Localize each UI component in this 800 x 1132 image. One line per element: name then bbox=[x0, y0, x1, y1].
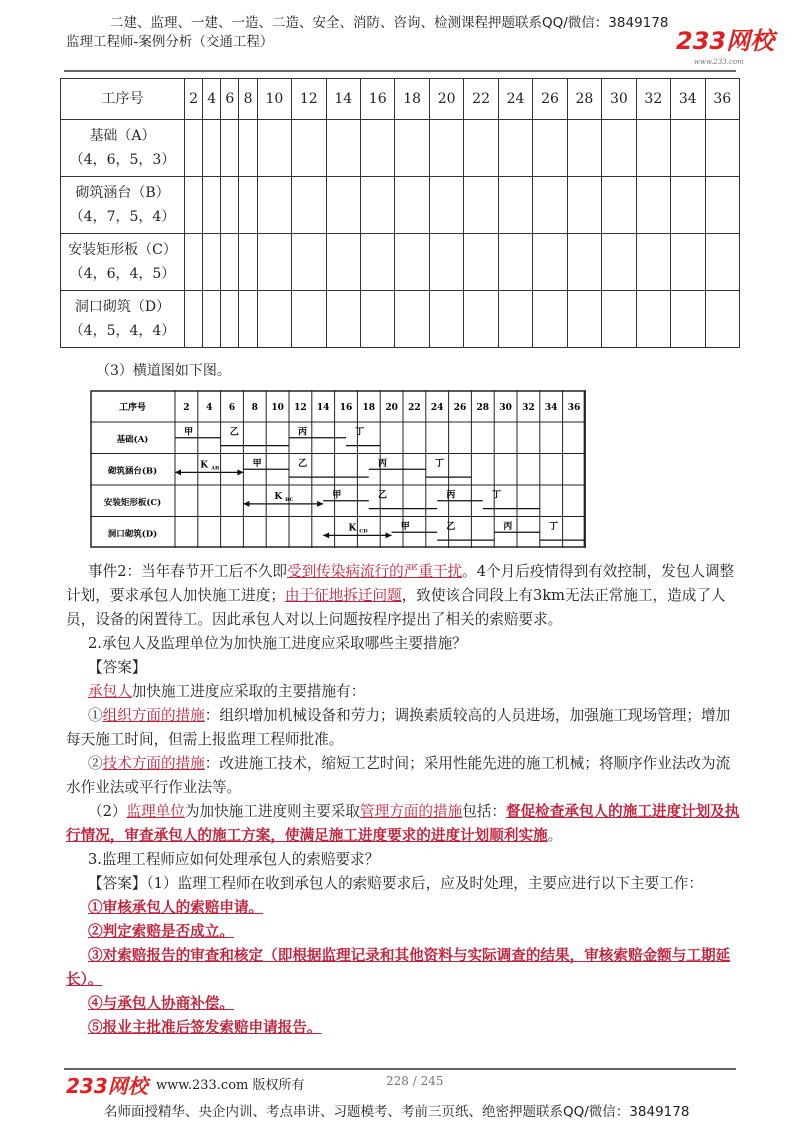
process-label: 洞口砌筑(D) bbox=[107, 529, 158, 540]
page-number: 228 / 245 bbox=[386, 1074, 444, 1088]
highlighted-text: ③对索赔报告的审查和核定（即根据监理记录和其他资料与实际调查的结果，审核索赔金额与工期延长）。 bbox=[66, 947, 731, 988]
highlighted-text: 组织方面的措施 bbox=[102, 707, 205, 724]
arrow-head-right bbox=[386, 532, 392, 538]
time-tick-label: 26 bbox=[453, 403, 467, 413]
text-run: 加快施工进度应采取的主要措施有： bbox=[131, 683, 366, 700]
arrow-head-left bbox=[243, 501, 249, 507]
text-run: ① bbox=[88, 707, 103, 724]
time-header-cell: 4 bbox=[203, 79, 221, 120]
empty-cell bbox=[636, 120, 670, 177]
empty-cell bbox=[464, 177, 498, 234]
text-run: 包括： bbox=[462, 803, 506, 820]
paragraph bbox=[66, 800, 742, 848]
process-durations: （4，6，5，3） bbox=[69, 152, 176, 168]
time-tick-label: 36 bbox=[567, 403, 581, 413]
empty-cell bbox=[464, 234, 498, 291]
paragraph bbox=[66, 632, 742, 656]
empty-cell bbox=[360, 120, 394, 177]
time-header-cell: 34 bbox=[671, 79, 705, 120]
empty-cell bbox=[533, 177, 567, 234]
header-label: 工序号 bbox=[118, 403, 147, 413]
empty-cell bbox=[498, 120, 532, 177]
empty-cell bbox=[429, 291, 463, 348]
footer-copyright: www.233.com 版权所有 bbox=[156, 1078, 305, 1093]
gantt-bar-label: 丙 bbox=[446, 490, 456, 501]
empty-cell bbox=[636, 177, 670, 234]
empty-cell bbox=[185, 177, 203, 234]
logo: 233网校 bbox=[676, 27, 775, 55]
paragraph bbox=[66, 704, 742, 752]
time-tick-label: 14 bbox=[316, 403, 330, 413]
header-promo: 二建、监理、一建、一造、二造、安全、消防、咨询、检测课程押题联系QQ/微信：3849178 bbox=[110, 15, 669, 31]
highlighted-text: ②判定索赔是否成立。 bbox=[88, 923, 234, 940]
empty-cell bbox=[567, 120, 601, 177]
empty-cell bbox=[221, 234, 239, 291]
time-tick-label: 4 bbox=[206, 403, 213, 413]
time-header-cell: 14 bbox=[326, 79, 360, 120]
time-header-cell: 26 bbox=[533, 79, 567, 120]
paragraph bbox=[66, 920, 742, 944]
paragraph bbox=[66, 992, 742, 1016]
highlighted-text: 由于征地拆迁问题 bbox=[284, 587, 402, 604]
gantt-chart bbox=[90, 390, 586, 550]
process-name: 砌筑涵台（B） bbox=[75, 185, 170, 201]
empty-cell bbox=[498, 234, 532, 291]
empty-cell bbox=[292, 234, 326, 291]
text-run: 为加快施工进度则主要采取 bbox=[184, 803, 361, 820]
highlighted-text: 监理单位 bbox=[126, 803, 185, 820]
empty-cell bbox=[464, 120, 498, 177]
text-run: ：组织增加机械设备和劳力；调换素质较高的人员进场，加强施工现场管理；增加每天施工时间，但需上报监理工程师批准。 bbox=[66, 707, 731, 748]
empty-cell bbox=[395, 120, 429, 177]
gantt-bar-label: 乙 bbox=[446, 522, 456, 533]
empty-cell bbox=[671, 234, 705, 291]
empty-cell bbox=[429, 120, 463, 177]
empty-cell bbox=[203, 234, 221, 291]
time-header-cell: 12 bbox=[292, 79, 326, 120]
paragraph bbox=[66, 680, 742, 704]
time-header-cell: 30 bbox=[602, 79, 636, 120]
time-tick-label: 10 bbox=[271, 403, 284, 413]
gantt-bar-label: 丙 bbox=[298, 427, 308, 438]
time-tick-label: 34 bbox=[544, 403, 558, 413]
text-run: 【答案】（1）监理工程师在收到承包人的索赔要求后，应及时处理，主要应进行以下主要工作： bbox=[88, 875, 703, 892]
empty-cell bbox=[533, 234, 567, 291]
empty-cell bbox=[239, 120, 257, 177]
gantt-bar-label: 丁 bbox=[355, 427, 365, 438]
time-tick-label: 12 bbox=[294, 403, 307, 413]
table-row bbox=[61, 120, 740, 177]
paragraph bbox=[66, 848, 742, 872]
time-header-cell: 10 bbox=[257, 79, 291, 120]
gantt-bar-label: 甲 bbox=[332, 490, 342, 501]
empty-cell bbox=[533, 291, 567, 348]
gantt-bar-label: 甲 bbox=[184, 427, 194, 438]
time-header-cell: 32 bbox=[636, 79, 670, 120]
lag-subscript: AB bbox=[211, 465, 220, 472]
process-durations: （4，7，5，4） bbox=[69, 209, 176, 225]
time-header-cell: 6 bbox=[221, 79, 239, 120]
gantt-bar-label: 丁 bbox=[491, 490, 501, 501]
highlighted-text: 管理方面的措施 bbox=[360, 803, 463, 820]
gantt-bar-label: 丁 bbox=[548, 522, 558, 533]
doc-title: 监理工程师-案例分析（交通工程） bbox=[66, 34, 274, 50]
empty-cell bbox=[185, 291, 203, 348]
gantt-bar-label: 甲 bbox=[400, 522, 410, 533]
empty-cell bbox=[326, 291, 360, 348]
process-label: 砌筑涵台(B) bbox=[107, 466, 158, 477]
empty-cell bbox=[257, 177, 291, 234]
empty-cell bbox=[636, 291, 670, 348]
empty-cell bbox=[705, 234, 739, 291]
paragraph bbox=[66, 896, 742, 920]
lag-label: K bbox=[274, 491, 283, 502]
empty-cell bbox=[429, 234, 463, 291]
highlighted-text: 承包人 bbox=[88, 683, 132, 700]
time-tick-label: 32 bbox=[522, 403, 535, 413]
time-header-cell: 22 bbox=[464, 79, 498, 120]
process-durations: （4，6，4，5） bbox=[69, 266, 176, 282]
gantt-bar-label: 乙 bbox=[377, 490, 387, 501]
process-name: 基础（A） bbox=[89, 128, 156, 144]
process-cell bbox=[61, 234, 185, 291]
time-header-cell: 16 bbox=[360, 79, 394, 120]
time-tick-label: 2 bbox=[183, 403, 190, 413]
empty-cell bbox=[257, 234, 291, 291]
empty-cell bbox=[705, 177, 739, 234]
footer-logo: 233网校 bbox=[66, 1074, 148, 1098]
table-row bbox=[61, 291, 740, 348]
empty-cell bbox=[326, 177, 360, 234]
time-header-cell: 28 bbox=[567, 79, 601, 120]
empty-cell bbox=[203, 291, 221, 348]
empty-cell bbox=[671, 120, 705, 177]
process-name: 洞口砌筑（D） bbox=[74, 299, 171, 315]
paragraph bbox=[66, 1016, 742, 1040]
caption: （3）横道图如下图。 bbox=[96, 363, 231, 379]
empty-cell bbox=[636, 234, 670, 291]
header-divider bbox=[64, 70, 736, 72]
body-text bbox=[66, 560, 742, 1040]
paragraph bbox=[66, 656, 742, 680]
highlighted-text: 督促检查承包人的施工进度计划及执行情况，审查承包人的施工方案，使满足施工进度要求的进度计划顺利实施 bbox=[66, 803, 740, 844]
time-tick-label: 28 bbox=[476, 403, 490, 413]
text-run: （2） bbox=[88, 803, 127, 820]
time-header-cell: 2 bbox=[185, 79, 203, 120]
text-run: ② bbox=[88, 755, 103, 772]
paragraph bbox=[66, 872, 742, 896]
empty-cell bbox=[671, 291, 705, 348]
empty-cell bbox=[185, 120, 203, 177]
time-tick-label: 8 bbox=[251, 403, 258, 413]
text-run: 【答案】 bbox=[88, 659, 147, 676]
empty-cell bbox=[567, 291, 601, 348]
text-run: 事件2：当年春节开工后不久即 bbox=[88, 563, 288, 580]
empty-cell bbox=[239, 291, 257, 348]
empty-cell bbox=[360, 177, 394, 234]
lag-label: K bbox=[348, 523, 357, 534]
empty-cell bbox=[257, 120, 291, 177]
text-run: 。 bbox=[547, 827, 563, 844]
process-cell bbox=[61, 120, 185, 177]
empty-cell bbox=[221, 291, 239, 348]
time-header-cell: 24 bbox=[498, 79, 532, 120]
empty-cell bbox=[185, 234, 203, 291]
arrow-head-right bbox=[237, 469, 243, 475]
text-run: ，致使该合同段上有3km无法正常施工，造成了人员，设备的闲置待工。因此承包人对以上问题按程序提出了相关的索赔要求。 bbox=[66, 587, 726, 628]
empty-cell bbox=[705, 291, 739, 348]
empty-cell bbox=[239, 177, 257, 234]
table-row bbox=[61, 177, 740, 234]
text-run: ：改进施工技术，缩短工艺时间；采用性能先进的施工机械；将顺序作业法改为流水作业法或平行作业法等。 bbox=[66, 755, 731, 796]
empty-cell bbox=[203, 177, 221, 234]
time-header-cell: 8 bbox=[239, 79, 257, 120]
empty-cell bbox=[326, 234, 360, 291]
empty-cell bbox=[464, 291, 498, 348]
lag-label: K bbox=[200, 460, 209, 471]
empty-cell bbox=[602, 120, 636, 177]
footer-promo: 名师面授精华、央企内训、考点串讲、习题模考、考前三页纸、绝密押题联系QQ/微信：3849178 bbox=[104, 1104, 690, 1120]
gantt-bar-label: 丙 bbox=[503, 522, 513, 533]
empty-cell bbox=[395, 234, 429, 291]
gantt-bar-label: 乙 bbox=[229, 427, 239, 438]
empty-cell bbox=[221, 177, 239, 234]
process-durations: （4，5，4，4） bbox=[69, 323, 176, 339]
empty-cell bbox=[360, 291, 394, 348]
empty-cell bbox=[395, 291, 429, 348]
schedule-table bbox=[60, 78, 740, 348]
empty-cell bbox=[257, 291, 291, 348]
text-run: 2.承包人及监理单位为加快施工进度应采取哪些主要措施？ bbox=[88, 635, 467, 652]
empty-cell bbox=[602, 234, 636, 291]
empty-cell bbox=[498, 177, 532, 234]
time-tick-label: 30 bbox=[499, 403, 512, 413]
footer-divider bbox=[64, 1068, 736, 1070]
text-run: 3.监理工程师应如何处理承包人的索赔要求？ bbox=[88, 851, 380, 868]
empty-cell bbox=[221, 120, 239, 177]
paragraph bbox=[66, 752, 742, 800]
highlighted-text: ④与承包人协商补偿。 bbox=[88, 995, 234, 1012]
highlighted-text: ①审核承包人的索赔申请。 bbox=[88, 899, 264, 916]
lag-subscript: BC bbox=[285, 496, 294, 503]
empty-cell bbox=[533, 120, 567, 177]
header-cell: 工序号 bbox=[61, 79, 185, 120]
time-tick-label: 16 bbox=[339, 403, 353, 413]
logo-subtext: www.233.com bbox=[694, 58, 744, 66]
gantt-bar-label: 丙 bbox=[377, 459, 387, 470]
empty-cell bbox=[705, 120, 739, 177]
empty-cell bbox=[203, 120, 221, 177]
process-cell bbox=[61, 177, 185, 234]
empty-cell bbox=[292, 120, 326, 177]
highlighted-text: 技术方面的措施 bbox=[102, 755, 205, 772]
empty-cell bbox=[567, 177, 601, 234]
time-tick-label: 6 bbox=[228, 403, 236, 413]
time-tick-label: 22 bbox=[408, 403, 421, 413]
gantt-bar-label: 丁 bbox=[434, 459, 444, 470]
empty-cell bbox=[602, 177, 636, 234]
gantt-bar-label: 乙 bbox=[298, 459, 308, 470]
empty-cell bbox=[326, 120, 360, 177]
gantt-bar-label: 甲 bbox=[252, 459, 262, 470]
paragraph bbox=[66, 560, 742, 632]
empty-cell bbox=[360, 234, 394, 291]
paragraph bbox=[66, 944, 742, 992]
highlighted-text: ⑤报业主批准后签发索赔申请报告。 bbox=[88, 1019, 322, 1036]
time-header-cell: 18 bbox=[395, 79, 429, 120]
time-header-cell: 20 bbox=[429, 79, 463, 120]
time-tick-label: 20 bbox=[385, 403, 398, 413]
process-cell bbox=[61, 291, 185, 348]
arrow-head-right bbox=[317, 501, 323, 507]
empty-cell bbox=[567, 234, 601, 291]
time-tick-label: 18 bbox=[362, 403, 376, 413]
empty-cell bbox=[498, 291, 532, 348]
lag-subscript: CD bbox=[359, 528, 368, 535]
highlighted-text: 受到传染病流行的严重干扰 bbox=[287, 563, 463, 580]
empty-cell bbox=[395, 177, 429, 234]
empty-cell bbox=[429, 177, 463, 234]
empty-cell bbox=[239, 234, 257, 291]
process-name: 安装矩形板（C） bbox=[68, 242, 177, 258]
time-header-cell: 36 bbox=[705, 79, 739, 120]
empty-cell bbox=[602, 291, 636, 348]
empty-cell bbox=[292, 291, 326, 348]
empty-cell bbox=[292, 177, 326, 234]
empty-cell bbox=[671, 177, 705, 234]
table-row bbox=[61, 234, 740, 291]
time-tick-label: 24 bbox=[430, 403, 444, 413]
arrow-head-left bbox=[175, 469, 181, 475]
process-label: 安装矩形板(C) bbox=[103, 497, 162, 508]
text-run: 。4个月后疫情得到有效控制，发包人调整计划，要求承包人加快施工进度； bbox=[66, 563, 735, 604]
arrow-head-left bbox=[323, 532, 329, 538]
process-label: 基础(A) bbox=[116, 434, 149, 445]
